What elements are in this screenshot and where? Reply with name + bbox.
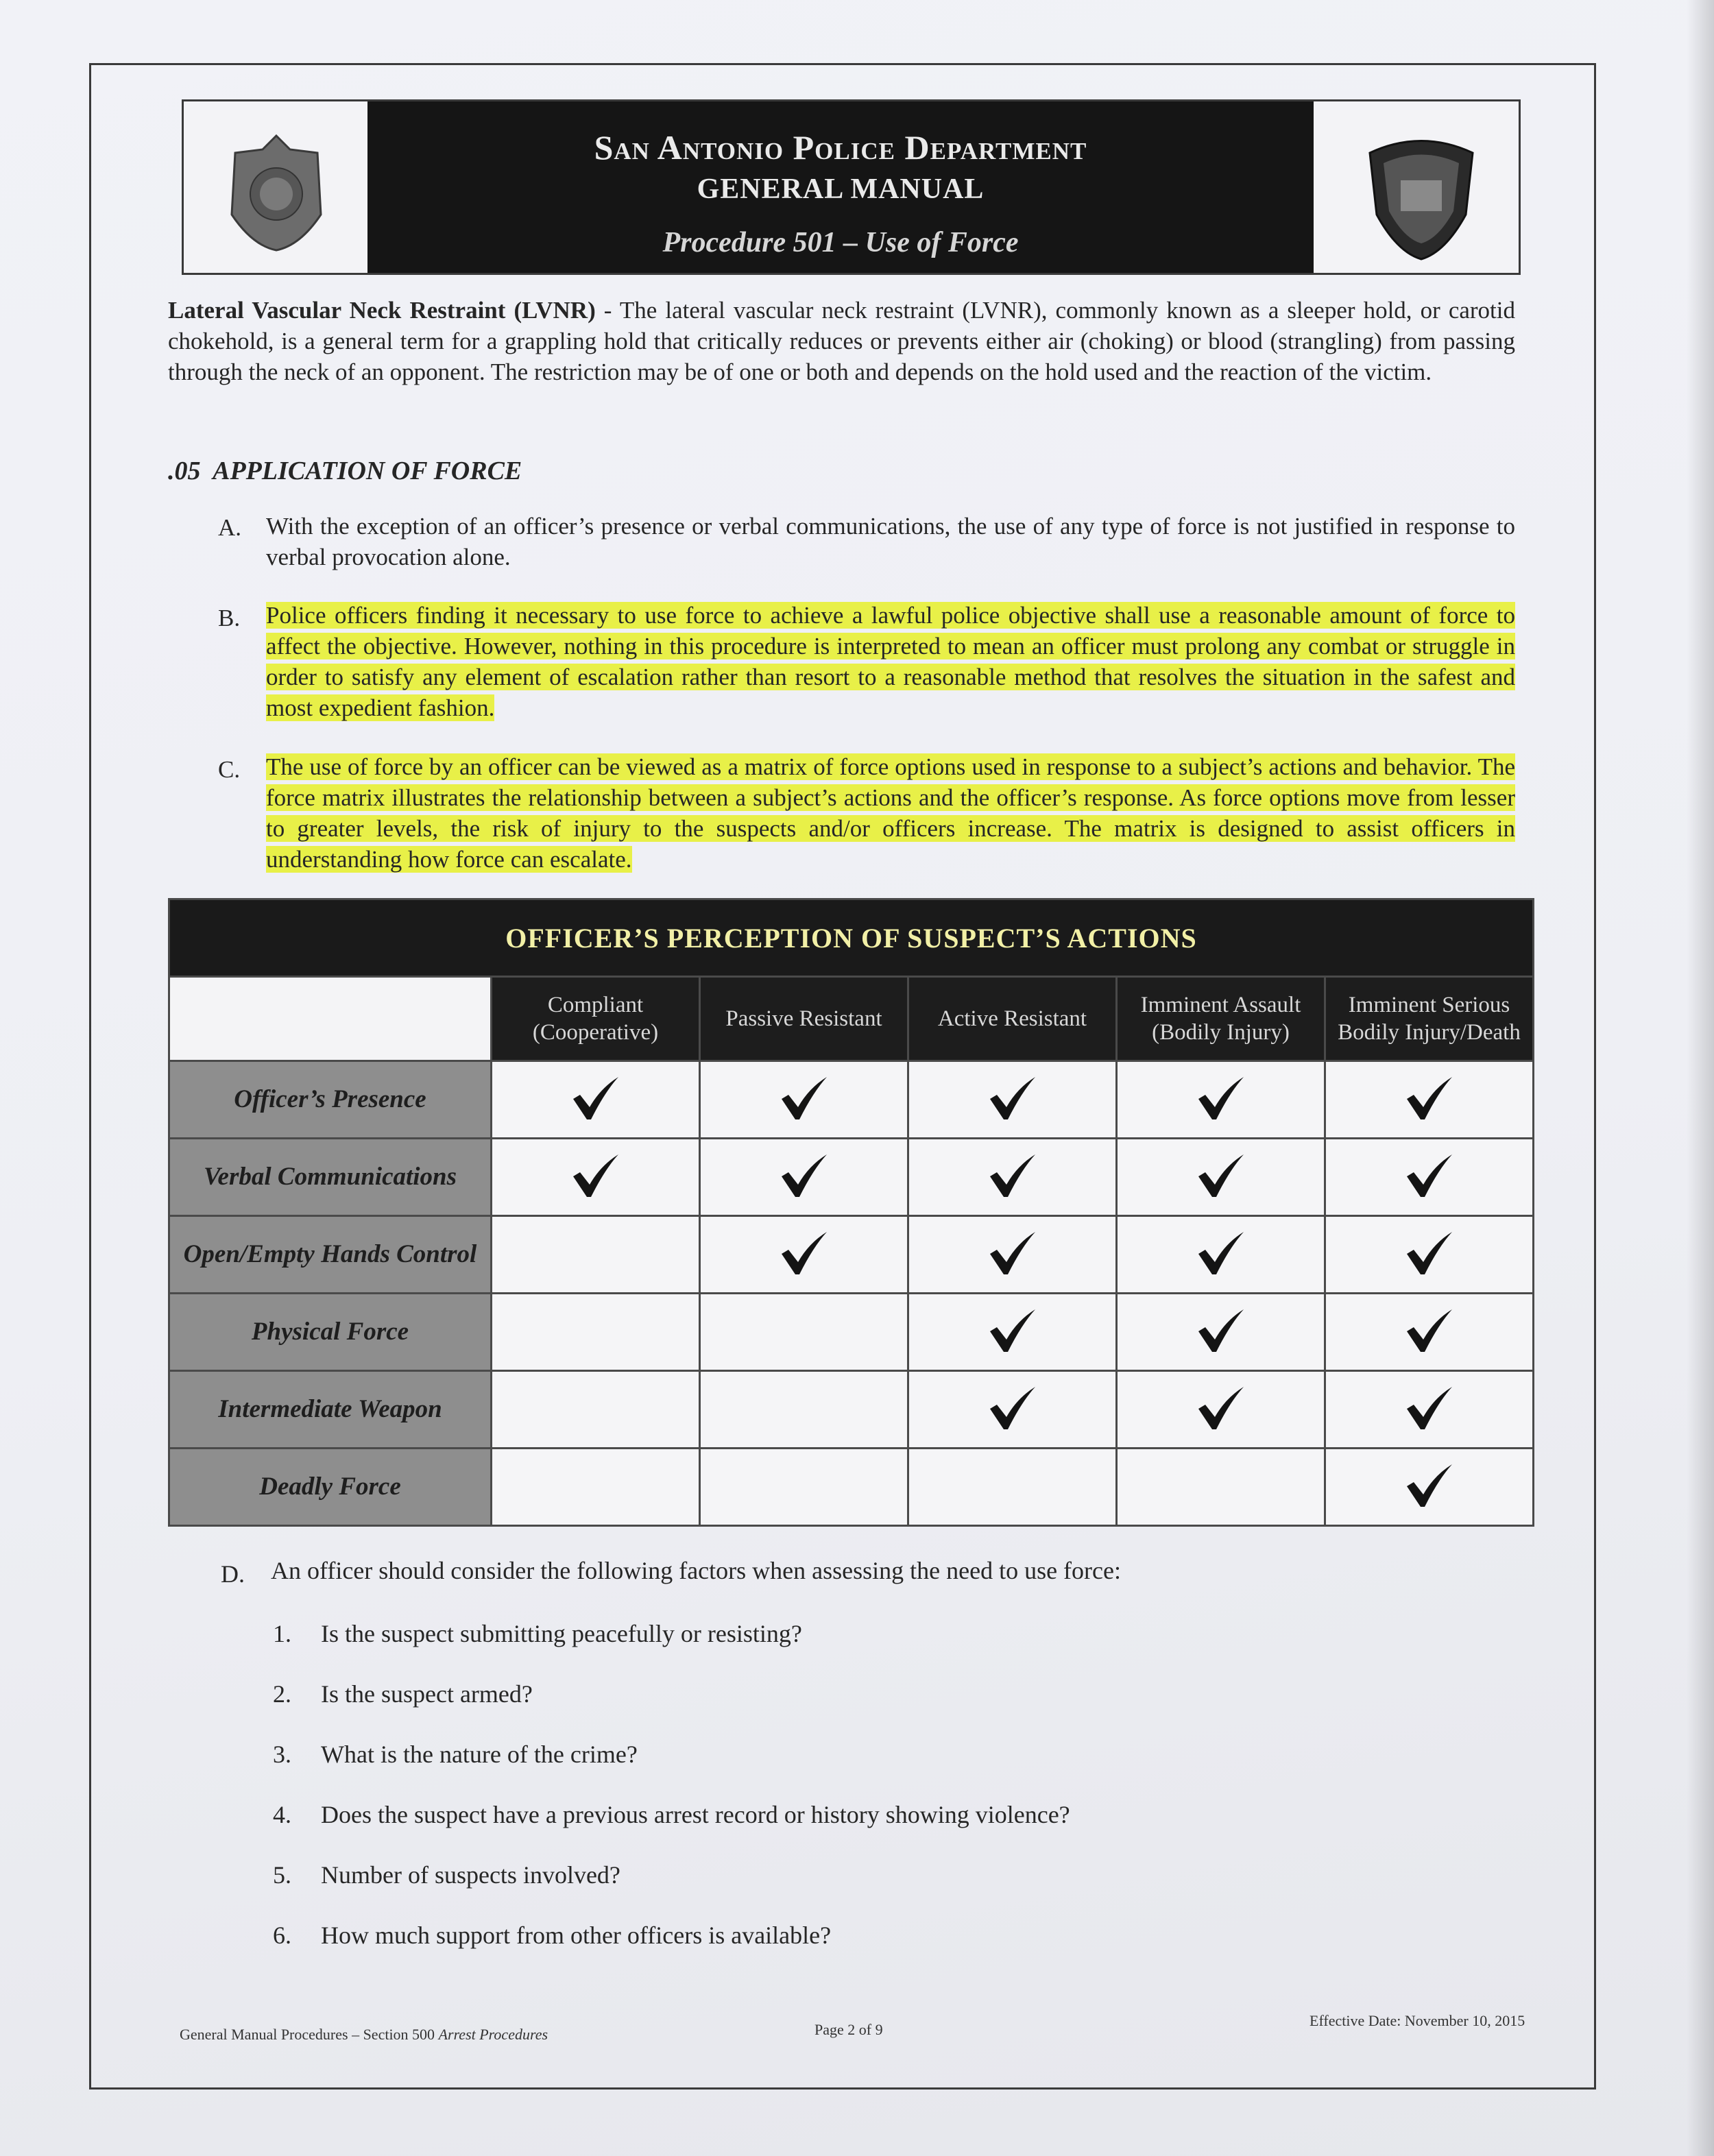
footer-section: General Manual Procedures – Section 500 [180,2026,439,2043]
footer-section-italic: Arrest Procedures [438,2026,548,2043]
checkmark-icon [987,1153,1038,1198]
matrix-row [169,1371,1534,1449]
item-b-letter: B. [218,605,241,631]
matrix-cell-imminent-assault [1117,1139,1325,1216]
matrix-cell-imminent-serious [1325,1139,1534,1216]
factor-text: Is the suspect submitting peacefully or resisting? [321,1620,802,1647]
matrix-cell-active-resistant [908,1371,1117,1449]
section-number: .05 [168,457,201,485]
checkmark-icon [1404,1231,1455,1276]
matrix-cell-passive-resistant [700,1294,908,1371]
checkmark-icon [1196,1308,1246,1353]
matrix-corner [169,977,492,1061]
matrix-cell-compliant [492,1061,700,1139]
matrix-cell-active-resistant [908,1139,1117,1216]
matrix-row [169,1061,1534,1139]
matrix-title: OFFICER’S PERCEPTION OF SUSPECT’S ACTIONS [169,899,1534,977]
matrix-row [169,1449,1534,1526]
matrix-cell-imminent-assault [1117,1294,1325,1371]
matrix-cell-imminent-serious [1325,1371,1534,1449]
matrix-cell-compliant [492,1216,700,1294]
matrix-row-label: Intermediate Weapon [169,1371,492,1449]
force-matrix-table [168,898,1534,1527]
checkmark-icon [987,1231,1038,1276]
lvnr-definition [168,295,1515,387]
matrix-cell-passive-resistant [700,1061,908,1139]
checkmark-icon [1404,1308,1455,1353]
matrix-cell-passive-resistant [700,1216,908,1294]
matrix-cell-active-resistant [908,1061,1117,1139]
checkmark-icon [570,1153,621,1198]
procedure-title: Procedure 501 – Use of Force [662,227,1019,258]
checkmark-icon [1404,1463,1455,1508]
checkmark-icon [1196,1385,1246,1431]
matrix-row-label: Officer’s Presence [169,1061,492,1139]
item-d-letter: D. [221,1560,245,1588]
matrix-header-row [169,977,1534,1061]
item-b-text [266,600,1515,723]
checkmark-icon [779,1153,830,1198]
lvnr-text: - The lateral vascular neck restraint (LVNR), commonly known as a sleeper hold, or carotid chokehold, is a general term for a grappling hold that critically reduces or prevents either air (choking) or blood (strangling) from passing through the neck of an opponent. The restriction may be of one or both and depends on the hold used and the reaction of the victim. [168,297,1515,385]
col-imminent-serious: Imminent Serious Bodily Injury/Death [1325,977,1534,1061]
matrix-cell-imminent-serious [1325,1294,1534,1371]
matrix-cell-passive-resistant [700,1449,908,1526]
col-passive-resistant: Passive Resistant [700,977,908,1061]
matrix-cell-imminent-assault [1117,1371,1325,1449]
matrix-cell-imminent-assault [1117,1061,1325,1139]
checkmark-icon [1404,1153,1455,1198]
section-title: APPLICATION OF FORCE [213,457,522,485]
checkmark-icon [1196,1076,1246,1121]
matrix-cell-compliant [492,1371,700,1449]
matrix-row-label: Open/Empty Hands Control [169,1216,492,1294]
footer-effective-date: Effective Date: November 10, 2015 [1309,2012,1525,2029]
matrix-row [169,1139,1534,1216]
manual-subtitle: GENERAL MANUAL [697,173,985,205]
checkmark-icon [779,1231,830,1276]
item-c-text [266,751,1515,875]
page-edge-shadow [1687,0,1714,2156]
matrix-row-label: Deadly Force [169,1449,492,1526]
section-heading [168,456,522,486]
police-badge-icon [225,132,328,252]
item-c-highlight: The use of force by an officer can be viewed as a matrix of force options used in response to a subject’s actions and behavior. The force matrix illustrates the relationship between a subject’s actions and the officer’s response. As force options move from lesser to greater levels, the risk of injury to the suspects and/or officers increase. The matrix is designed to assist officers in understanding how force can escalate. [266,753,1515,873]
checkmark-icon [1196,1231,1246,1276]
factor-text: Number of suspects involved? [321,1861,620,1889]
factor-number: 6. [273,1922,291,1949]
item-d-intro: An officer should consider the following factors when assessing the need to use force: [271,1557,1121,1584]
footer-left [180,2026,548,2044]
matrix-cell-imminent-serious [1325,1216,1534,1294]
matrix-row-label: Physical Force [169,1294,492,1371]
matrix-cell-active-resistant [908,1294,1117,1371]
factor-number: 3. [273,1741,291,1768]
checkmark-icon [570,1076,621,1121]
col-compliant: Compliant (Cooperative) [492,977,700,1061]
letterhead [182,99,1521,275]
matrix-row [169,1216,1534,1294]
matrix-cell-imminent-serious [1325,1061,1534,1139]
factor-text: Is the suspect armed? [321,1680,533,1708]
police-patch-icon [1363,132,1480,263]
item-b-highlight: Police officers finding it necessary to use force to achieve a lawful police objective shall use a reasonable amount of force to affect the objective. However, nothing in this procedure is interpreted to mean an officer must prolong any combat or struggle in order to satisfy any element of escalation rather than resort to a reasonable method that resolves the situation in the safest and most expedient fashion. [266,602,1515,721]
item-c-letter: C. [218,756,241,783]
letterhead-banner [367,101,1314,273]
factor-number: 4. [273,1801,291,1828]
factor-text: Does the suspect have a previous arrest record or history showing violence? [321,1801,1070,1828]
checkmark-icon [779,1076,830,1121]
matrix-row [169,1294,1534,1371]
matrix-cell-compliant [492,1139,700,1216]
checkmark-icon [1404,1385,1455,1431]
factor-text: How much support from other officers is available? [321,1922,832,1949]
checkmark-icon [1196,1153,1246,1198]
matrix-cell-imminent-assault [1117,1216,1325,1294]
matrix-cell-active-resistant [908,1216,1117,1294]
matrix-cell-imminent-assault [1117,1449,1325,1526]
factor-number: 2. [273,1680,291,1708]
factor-number: 1. [273,1620,291,1647]
lvnr-term: Lateral Vascular Neck Restraint (LVNR) [168,297,596,324]
col-active-resistant: Active Resistant [908,977,1117,1061]
item-a-letter: A. [218,514,242,541]
checkmark-icon [1404,1076,1455,1121]
col-imminent-assault: Imminent Assault (Bodily Injury) [1117,977,1325,1061]
matrix-cell-compliant [492,1294,700,1371]
department-title: San Antonio Police Department [594,128,1087,167]
checkmark-icon [987,1308,1038,1353]
checkmark-icon [987,1076,1038,1121]
factor-text: What is the nature of the crime? [321,1741,638,1768]
matrix-cell-passive-resistant [700,1139,908,1216]
footer-page-number: Page 2 of 9 [814,2021,883,2038]
matrix-row-label: Verbal Communications [169,1139,492,1216]
factor-number: 5. [273,1861,291,1889]
matrix-cell-imminent-serious [1325,1449,1534,1526]
matrix-cell-active-resistant [908,1449,1117,1526]
matrix-cell-compliant [492,1449,700,1526]
item-a-text: With the exception of an officer’s presence or verbal communications, the use of any type of force is not justified in response to verbal provocation alone. [266,513,1515,570]
checkmark-icon [987,1385,1038,1431]
matrix-cell-passive-resistant [700,1371,908,1449]
